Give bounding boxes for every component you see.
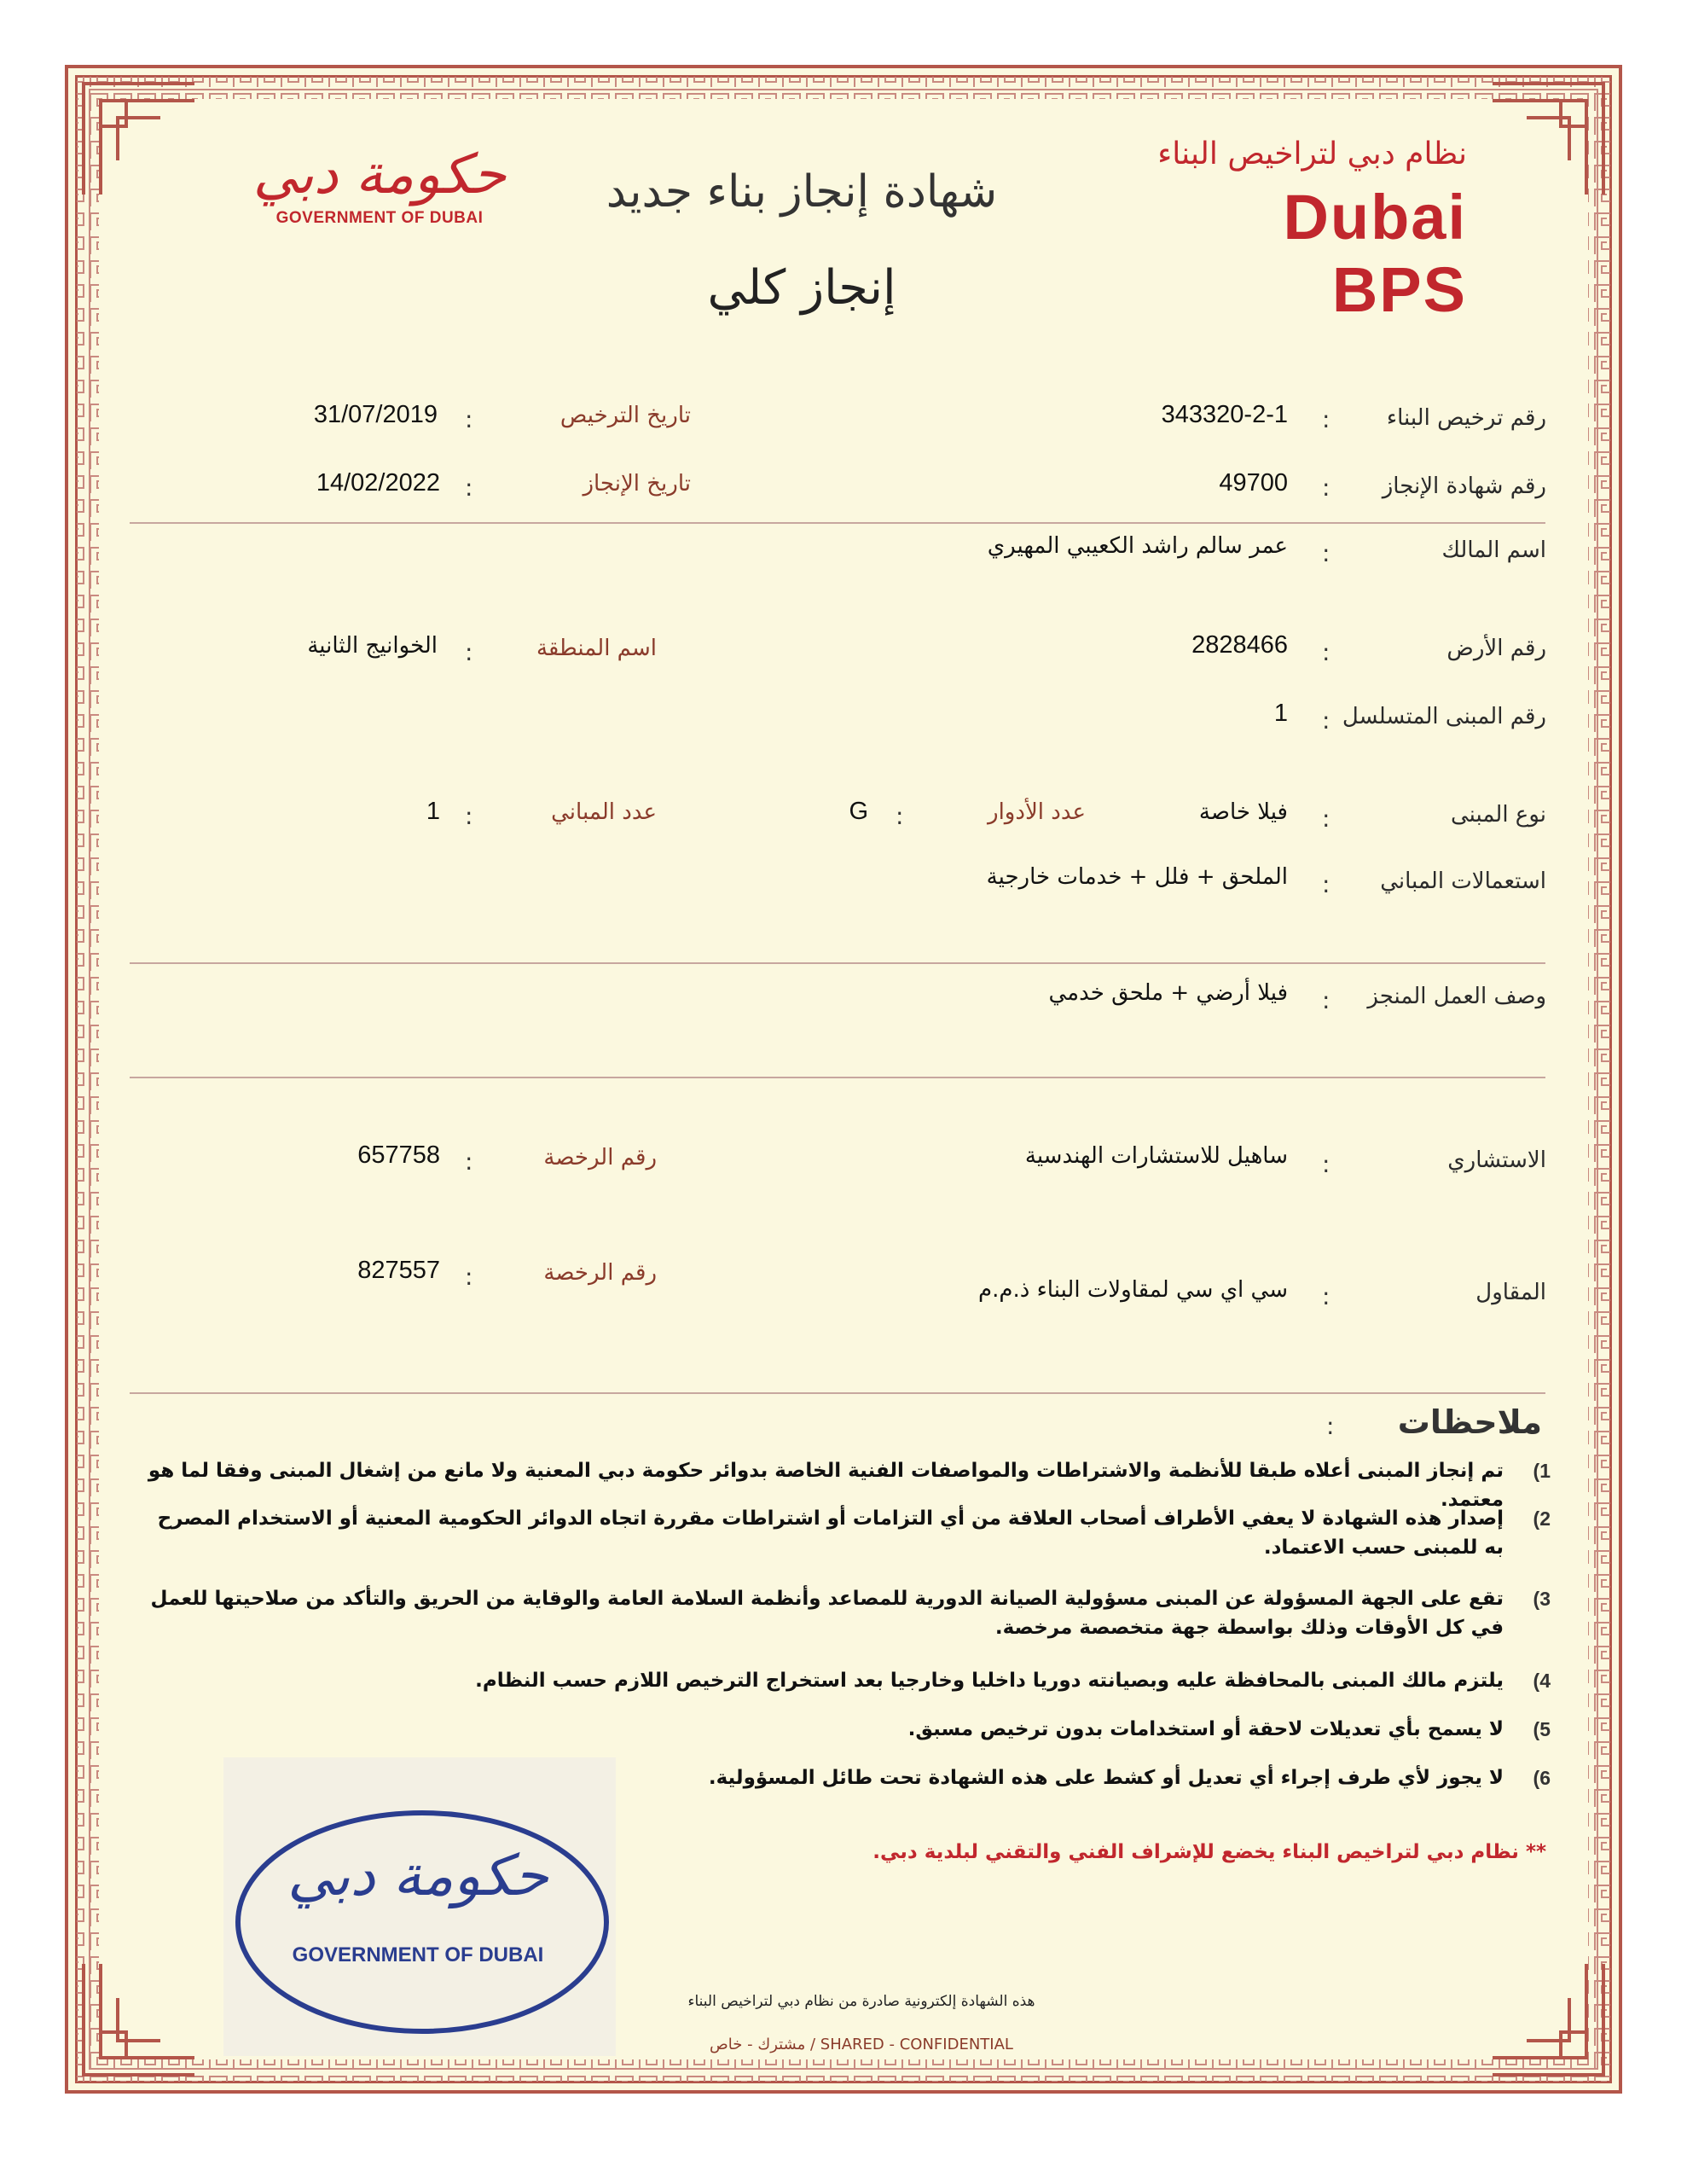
certificate-title: شهادة إنجاز بناء جديد: [606, 166, 998, 218]
building-type-label: نوع المبنى: [1451, 802, 1546, 828]
consultant-value: ساهيل للاستشارات الهندسية: [1024, 1143, 1288, 1169]
certificate-subtitle: إنجاز كلي: [707, 260, 896, 316]
colon: :: [1322, 405, 1330, 433]
consultant-license-value: 657758: [357, 1141, 440, 1169]
note-item: [143, 1504, 1551, 1562]
corner-ornament-bottom-left: [75, 1955, 203, 2083]
note-text: لا يجوز لأي طرف إجراء أي تعديل أو كشط على هذه الشهادة تحت طائل المسؤولية.: [708, 1767, 1504, 1789]
electronic-certificate-note: هذه الشهادة إلكترونية صادرة من نظام دبي لتراخيص البناء: [687, 1993, 1035, 2010]
completion-date-label: تاريخ الإنجاز: [583, 471, 691, 497]
note-text: تقع على الجهة المسؤولة عن المبنى مسؤولية الصيانة الدورية للمصاعد وأنظمة السلامة العامة والوقاية من الحريق والتأكد من صلاحيتها للعمل في كل الأوقات وذلك بواسطة جهة متخصصة مرخصة.: [150, 1588, 1504, 1639]
classification-label: مشترك - خاص / SHARED - CONFIDENTIAL: [710, 2036, 1013, 2053]
building-uses-value: الملحق + فلل + خدمات خارجية: [986, 864, 1288, 890]
stamp-logo-english: GOVERNMENT OF DUBAI: [292, 1943, 544, 1966]
note-text: تم إنجاز المبنى أعلاه طبقا للأنظمة والاشتراطات والمواصفات الفنية الخاصة بدوائر حكومة دبي المعنية ولا مانع من إشغال المبنى وفقا لما هو معتمد.: [148, 1460, 1504, 1511]
corner-ornament-top-left: [75, 75, 203, 203]
area-name-label: اسم المنطقة: [536, 636, 657, 661]
permit-date-value: 31/07/2019: [313, 401, 438, 428]
building-serial-label: رقم المبنى المتسلسل: [1342, 704, 1546, 729]
contractor-license-label: رقم الرخصة: [543, 1260, 657, 1286]
note-number: 5): [1533, 1718, 1551, 1740]
dubai-bps-logo: Dubai BPS: [1283, 182, 1467, 325]
supervision-note: ** نظام دبي لتراخيص البناء يخضع للإشراف الفني والتقني لبلدية دبي.: [872, 1841, 1546, 1863]
permit-number-value: 343320-2-1: [1161, 401, 1288, 428]
colon: :: [1326, 1412, 1335, 1440]
divider: [130, 1077, 1545, 1078]
certificate-number-value: 49700: [1219, 469, 1288, 497]
note-item: [143, 1584, 1551, 1642]
floors-value: G: [849, 798, 868, 825]
note-text: يلتزم مالك المبنى بالمحافظة عليه وبصيانته دوريا داخليا وخارجيا بعد استخراج الترخيص اللازم حسب النظام.: [475, 1670, 1504, 1692]
note-number: 3): [1533, 1588, 1551, 1610]
divider: [130, 1392, 1545, 1394]
note-item: [143, 1715, 1551, 1744]
certificate-number-label: رقم شهادة الإنجاز: [1382, 473, 1546, 499]
divider: [130, 962, 1545, 964]
colon: :: [1322, 638, 1330, 666]
note-text: إصدار هذه الشهادة لا يعفي الأطراف أصحاب العلاقة من أي التزامات أو اشتراطات مقررة اتجاه الدوائر الحكومية المعنية أو الاستخدام المصرح به للمبنى حسب الاعتماد.: [157, 1507, 1504, 1559]
notes-title: ملاحظات: [1397, 1403, 1542, 1441]
contractor-license-value: 827557: [357, 1257, 440, 1284]
land-number-label: رقم الأرض: [1446, 636, 1546, 661]
land-number-value: 2828466: [1191, 631, 1288, 659]
owner-label: اسم المالك: [1441, 537, 1546, 563]
colon: :: [1322, 804, 1330, 833]
contractor-label: المقاول: [1475, 1280, 1546, 1305]
note-number: 4): [1533, 1670, 1551, 1692]
buildings-count-value: 1: [426, 798, 440, 825]
owner-value: عمر سالم راشد الكعيبي المهيري: [987, 533, 1288, 559]
stamp-logo-arabic: حكومة دبي: [287, 1843, 548, 1908]
work-description-label: وصف العمل المنجز: [1367, 984, 1546, 1009]
work-description-value: فيلا أرضي + ملحق خدمي: [1048, 980, 1288, 1006]
completion-date-value: 14/02/2022: [316, 469, 440, 497]
note-number: 6): [1533, 1767, 1551, 1789]
colon: :: [465, 473, 473, 502]
note-item: [143, 1666, 1551, 1695]
colon: :: [1322, 986, 1330, 1014]
colon: :: [1322, 539, 1330, 567]
colon: :: [1322, 1150, 1330, 1178]
corner-ornament-top-right: [1484, 75, 1612, 203]
building-uses-label: استعمالات المباني: [1380, 868, 1546, 894]
corner-ornament-bottom-right: [1484, 1955, 1612, 2083]
contractor-value: سي اي سي لمقاولات البناء ذ.م.م: [978, 1277, 1288, 1303]
colon: :: [465, 405, 473, 433]
permit-number-label: رقم ترخيص البناء: [1386, 405, 1546, 431]
consultant-license-label: رقم الرخصة: [543, 1145, 657, 1170]
colon: :: [465, 1263, 473, 1291]
colon: :: [465, 1147, 473, 1176]
dubai-bps-logo-arabic: نظام دبي لتراخيص البناء: [1157, 136, 1467, 171]
buildings-count-label: عدد المباني: [551, 799, 657, 825]
note-number: 2): [1533, 1507, 1551, 1530]
colon: :: [1322, 1282, 1330, 1310]
government-of-dubai-logo: حكومة دبي GOVERNMENT OF DUBAI: [252, 143, 507, 227]
building-serial-value: 1: [1273, 700, 1288, 727]
colon: :: [465, 802, 473, 830]
note-text: لا يسمح بأي تعديلات لاحقة أو استخدامات بدون ترخيص مسبق.: [907, 1718, 1504, 1740]
colon: :: [896, 802, 904, 830]
colon: :: [1322, 473, 1330, 502]
note-number: 1): [1533, 1460, 1551, 1482]
building-type-value: فيلا خاصة: [1198, 799, 1288, 825]
colon: :: [1322, 870, 1330, 898]
area-name-value: الخوانيج الثانية: [307, 633, 438, 659]
permit-date-label: تاريخ الترخيص: [559, 403, 691, 428]
colon: :: [1322, 706, 1330, 735]
floors-label: عدد الأدوار: [988, 799, 1086, 825]
divider: [130, 522, 1545, 524]
consultant-label: الاستشاري: [1447, 1147, 1546, 1173]
colon: :: [465, 638, 473, 666]
